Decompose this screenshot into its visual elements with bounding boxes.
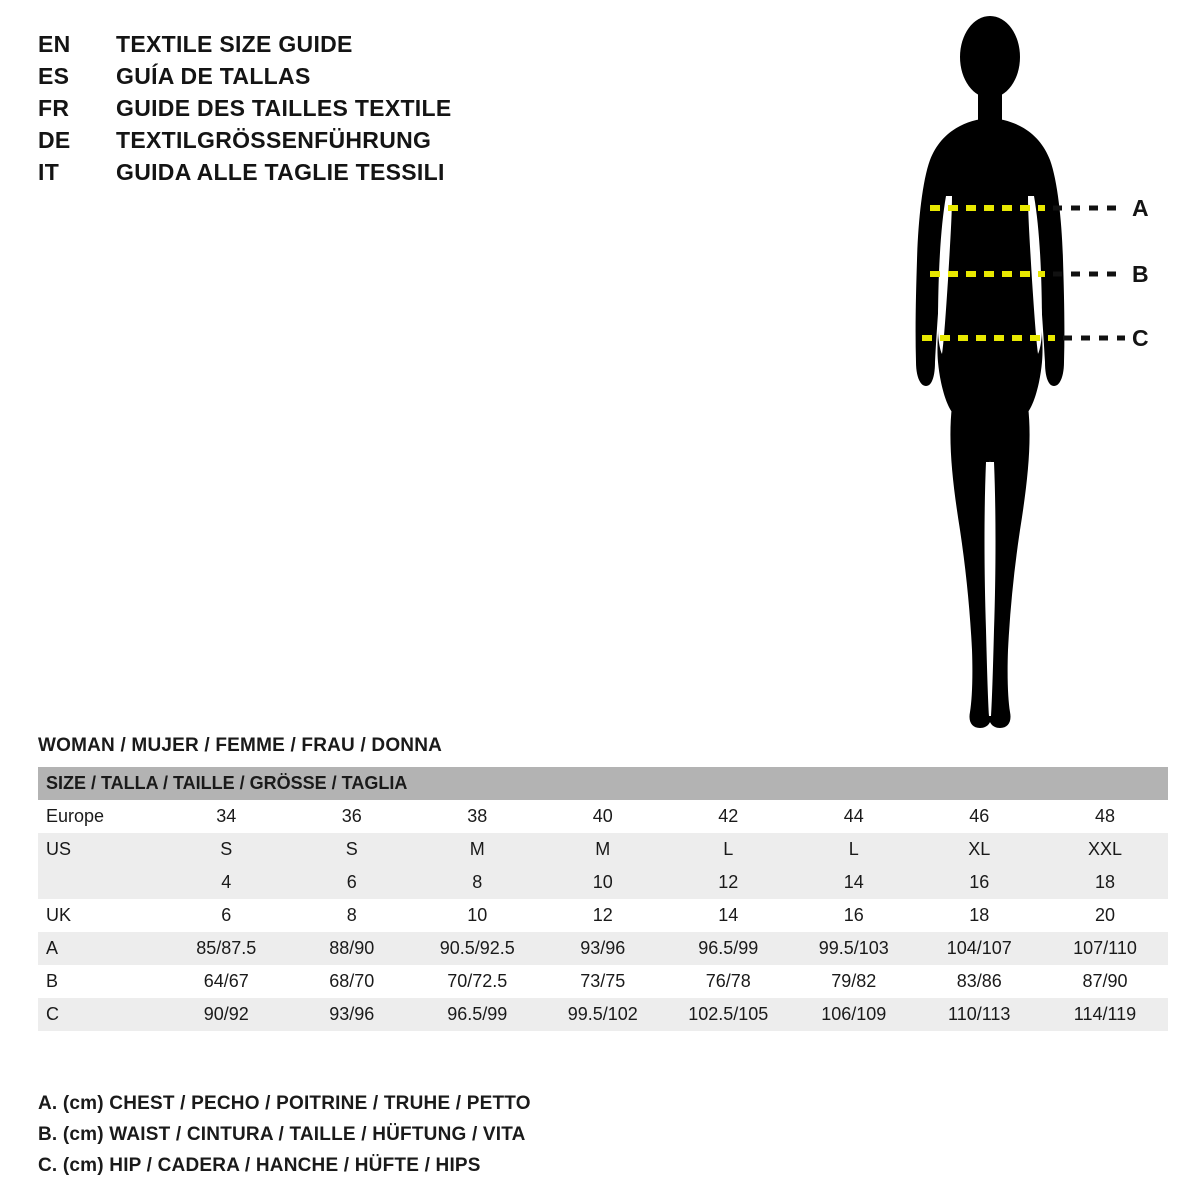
cell: 83/86 — [917, 965, 1043, 998]
language-row-en — [38, 28, 598, 60]
cell: 36 — [289, 800, 415, 833]
cell: 93/96 — [289, 998, 415, 1031]
cell: 70/72.5 — [415, 965, 541, 998]
table-header-label: SIZE / TALLA / TAILLE / GRÖSSE / TAGLIA — [38, 767, 1168, 800]
cell: 106/109 — [791, 998, 917, 1031]
table-row — [38, 833, 1168, 866]
language-title: GUÍA DE TALLAS — [116, 63, 311, 89]
cell: 20 — [1042, 899, 1168, 932]
language-row-es — [38, 60, 598, 92]
cell: 99.5/102 — [540, 998, 666, 1031]
cell: 90/92 — [164, 998, 290, 1031]
measurement-label-b: B — [1132, 261, 1149, 287]
cell: S — [164, 833, 290, 866]
measurement-legend — [38, 1088, 1038, 1181]
row-label: US — [38, 833, 164, 866]
cell: XXL — [1042, 833, 1168, 866]
size-table-section — [38, 735, 1168, 1031]
cell: 10 — [415, 899, 541, 932]
cell: 42 — [666, 800, 792, 833]
cell: 90.5/92.5 — [415, 932, 541, 965]
cell: 110/113 — [917, 998, 1043, 1031]
cell: 76/78 — [666, 965, 792, 998]
cell: 79/82 — [791, 965, 917, 998]
cell: 48 — [1042, 800, 1168, 833]
table-row — [38, 965, 1168, 998]
cell: L — [666, 833, 792, 866]
language-code: FR — [38, 95, 70, 121]
cell: 96.5/99 — [415, 998, 541, 1031]
cell: 8 — [415, 866, 541, 899]
table-row — [38, 932, 1168, 965]
cell: 88/90 — [289, 932, 415, 965]
cell: 107/110 — [1042, 932, 1168, 965]
table-row — [38, 800, 1168, 833]
legend-item-b: B. (cm) WAIST / CINTURA / TAILLE / HÜFTUNG / VITA — [38, 1124, 526, 1145]
language-row-de — [38, 124, 598, 156]
table-row — [38, 866, 1168, 899]
language-code: DE — [38, 127, 71, 153]
language-code: IT — [38, 159, 60, 185]
table-header-row — [38, 767, 1168, 800]
cell: 96.5/99 — [666, 932, 792, 965]
row-label: UK — [38, 899, 164, 932]
cell: M — [540, 833, 666, 866]
cell: 18 — [1042, 866, 1168, 899]
row-label: A — [38, 932, 164, 965]
language-code: ES — [38, 63, 70, 89]
cell: 93/96 — [540, 932, 666, 965]
row-label — [38, 866, 164, 899]
female-silhouette-icon — [860, 10, 1190, 750]
cell: 34 — [164, 800, 290, 833]
table-title: WOMAN / MUJER / FEMME / FRAU / DONNA — [38, 735, 443, 756]
cell: 40 — [540, 800, 666, 833]
cell: 6 — [164, 899, 290, 932]
cell: XL — [917, 833, 1043, 866]
language-title: TEXTILGRÖSSENFÜHRUNG — [116, 127, 432, 153]
cell: 44 — [791, 800, 917, 833]
cell: 4 — [164, 866, 290, 899]
cell: 14 — [666, 899, 792, 932]
measurement-label-c: C — [1132, 325, 1149, 351]
cell: 12 — [666, 866, 792, 899]
language-row-fr — [38, 92, 598, 124]
table-row — [38, 998, 1168, 1031]
cell: 18 — [917, 899, 1043, 932]
cell: 14 — [791, 866, 917, 899]
cell: 114/119 — [1042, 998, 1168, 1031]
cell: 87/90 — [1042, 965, 1168, 998]
cell: 68/70 — [289, 965, 415, 998]
size-table — [38, 767, 1168, 1031]
language-title-list — [38, 28, 598, 188]
cell: 85/87.5 — [164, 932, 290, 965]
body-measurement-figure — [860, 10, 1190, 750]
cell: 6 — [289, 866, 415, 899]
language-title: GUIDA ALLE TAGLIE TESSILI — [116, 159, 445, 185]
language-title: GUIDE DES TAILLES TEXTILE — [116, 95, 452, 121]
cell: 8 — [289, 899, 415, 932]
legend-item-a: A. (cm) CHEST / PECHO / POITRINE / TRUHE / PETTO — [38, 1093, 531, 1114]
measurement-label-a: A — [1132, 195, 1149, 221]
cell: 12 — [540, 899, 666, 932]
row-label: B — [38, 965, 164, 998]
cell: S — [289, 833, 415, 866]
cell: 99.5/103 — [791, 932, 917, 965]
cell: 10 — [540, 866, 666, 899]
row-label: Europe — [38, 800, 164, 833]
table-row — [38, 899, 1168, 932]
cell: 102.5/105 — [666, 998, 792, 1031]
cell: M — [415, 833, 541, 866]
cell: 73/75 — [540, 965, 666, 998]
cell: 16 — [791, 899, 917, 932]
language-code: EN — [38, 31, 71, 57]
row-label: C — [38, 998, 164, 1031]
cell: 64/67 — [164, 965, 290, 998]
cell: 38 — [415, 800, 541, 833]
language-title: TEXTILE SIZE GUIDE — [116, 31, 353, 57]
language-row-it — [38, 156, 598, 188]
cell: 16 — [917, 866, 1043, 899]
legend-item-c: C. (cm) HIP / CADERA / HANCHE / HÜFTE / HIPS — [38, 1155, 481, 1176]
cell: 46 — [917, 800, 1043, 833]
cell: 104/107 — [917, 932, 1043, 965]
cell: L — [791, 833, 917, 866]
